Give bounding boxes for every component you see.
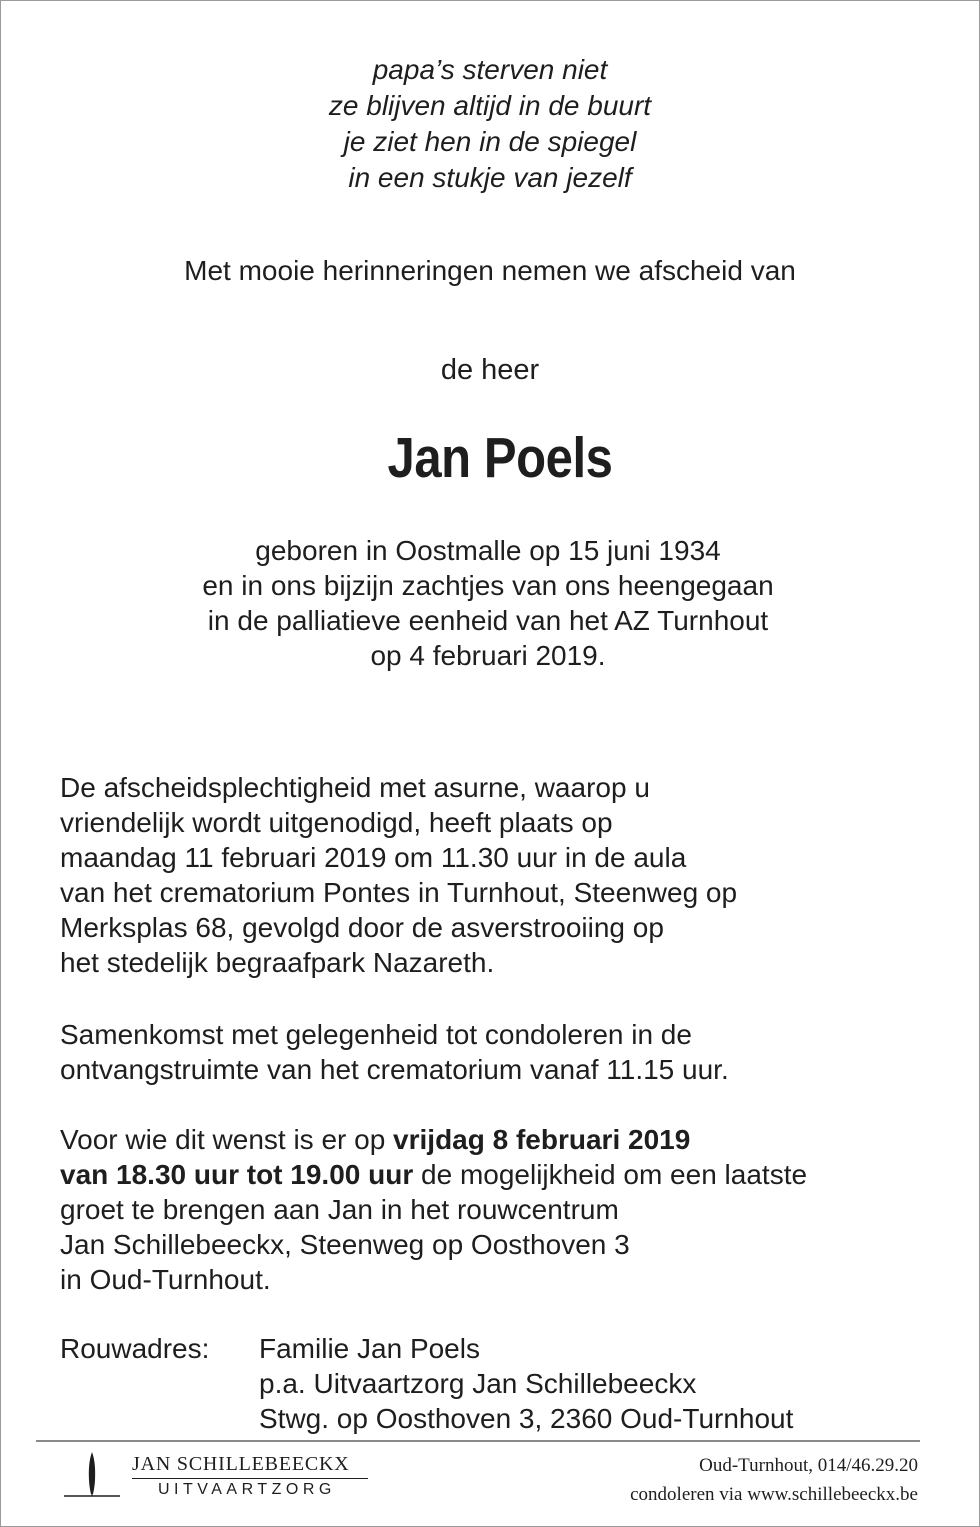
footer-divider [36,1440,920,1442]
address-label: Rouwadres: [60,1333,210,1364]
address-line: Stwg. op Oosthoven 3, 2360 Oud-Turnhout [259,1403,794,1434]
visit-line [60,1122,960,1157]
ceremony-line: vriendelijk wordt uitgenodigd, heeft plaats op [60,807,613,838]
brand-subtitle: UITVAARTZORG [158,1481,336,1498]
visit-intro: Voor wie dit wenst is er op [60,1124,394,1155]
gathering-line: ontvangstruimte van het crematorium vanaf 11.15 uur. [60,1054,729,1085]
ceremony-line: maandag 11 februari 2019 om 11.30 uur in de aula [60,842,687,873]
poem-line: papa’s sterven niet [372,54,608,85]
details-line: geboren in Oostmalle op 15 juni 1934 [255,535,721,566]
cypress-tree-icon [62,1450,122,1502]
contact-website: condoleren via www.schillebeeckx.be [630,1484,918,1505]
gathering-line: Samenkomst met gelegenheid tot condoleren in de [60,1019,692,1050]
poem [0,52,980,196]
contact-phone: Oud-Turnhout, 014/46.29.20 [699,1455,918,1476]
address-lines [259,1331,793,1436]
visit-line: groet te brengen aan Jan in het rouwcentrum [60,1194,619,1225]
details-line: in de palliatieve eenheid van het AZ Turnhout [207,605,769,636]
brand-name: JAN SCHILLEBEECKX [132,1453,350,1475]
visit-text: de mogelijkheid om een laatste [413,1159,808,1190]
gathering-paragraph [60,1017,960,1087]
deceased-name: Jan Poels [387,426,613,490]
ceremony-line: van het crematorium Pontes in Turnhout, Steenweg op [60,877,738,908]
ceremony-paragraph [60,770,960,980]
visit-paragraph [60,1122,960,1297]
visit-line: Jan Schillebeeckx, Steenweg op Oosthoven 3 [60,1229,630,1260]
address-line: Familie Jan Poels [259,1333,480,1364]
birth-death-details [0,533,976,673]
visit-date: vrijdag 8 februari 2019 [393,1124,691,1155]
ceremony-line: De afscheidsplechtigheid met asurne, waarop u [60,772,650,803]
poem-line: ze blijven altijd in de buurt [328,90,652,121]
details-line: op 4 februari 2019. [370,640,606,671]
visit-line: in Oud-Turnhout. [60,1264,271,1295]
funeral-home-logo [62,1450,382,1505]
visit-line [60,1157,960,1192]
poem-line: je ziet hen in de spiegel [343,126,637,157]
address-line: p.a. Uitvaartzorg Jan Schillebeeckx [259,1368,697,1399]
visit-time: van 18.30 uur tot 19.00 uur [60,1159,414,1190]
poem-line: in een stukje van jezelf [348,162,632,193]
ceremony-line: het stedelijk begraafpark Nazareth. [60,947,495,978]
honorific: de heer [440,354,540,386]
footer-contact [630,1451,918,1509]
intro-text: Met mooie herinneringen nemen we afscheid van [184,255,796,286]
details-line: en in ons bijzijn zachtjes van ons heengegaan [202,570,774,601]
ceremony-line: Merksplas 68, gevolgd door de asverstrooiing op [60,912,664,943]
